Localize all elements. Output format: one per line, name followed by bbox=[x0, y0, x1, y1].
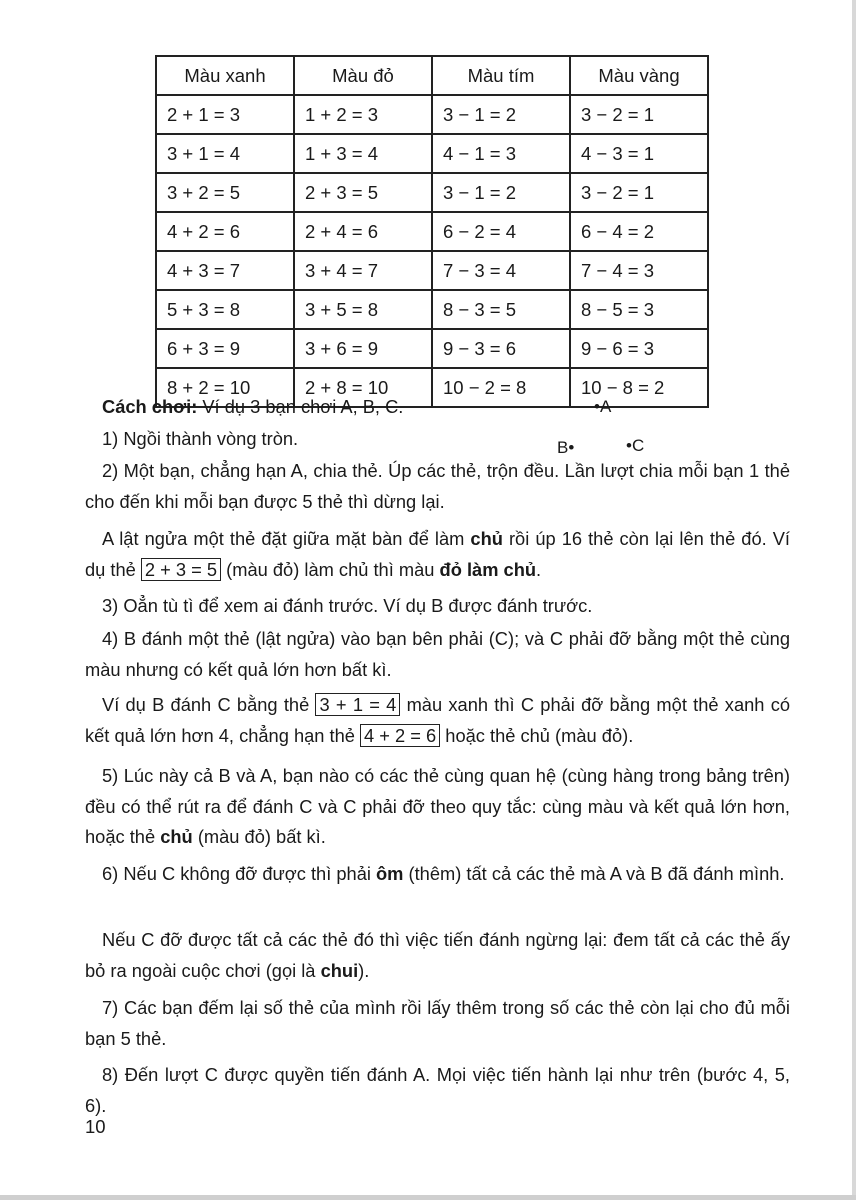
column-header: Màu vàng bbox=[570, 56, 708, 95]
table-cell: 4 + 3 = 7 bbox=[156, 251, 294, 290]
paragraph bbox=[85, 761, 790, 853]
table-cell: 4 + 2 = 6 bbox=[156, 212, 294, 251]
table-cell: 8 + 2 = 10 bbox=[156, 368, 294, 407]
table-cell: 7 − 4 = 3 bbox=[570, 251, 708, 290]
text-run: 4) B đánh một thẻ (lật ngửa) vào bạn bên phải (C); và C phải đỡ bằng một thẻ cùng màu nhưng có kết quả lớn hơn bất kì. bbox=[85, 628, 790, 680]
text-run: 8) Đến lượt C được quyền tiến đánh A. Mọi việc tiến hành lại như trên (bước 4, 5, 6). bbox=[85, 1064, 790, 1116]
table-cell: 3 − 1 = 2 bbox=[432, 95, 570, 134]
text-run: 2) Một bạn, chẳng hạn A, chia thẻ. Úp các thẻ, trộn đều. Lần lượt chia mỗi bạn 1 thẻ cho đến khi mỗi bạn được 5 thẻ thì dừng lại. bbox=[85, 460, 790, 512]
text-run: 5) Lúc này cả B và A, bạn nào có các thẻ cùng quan hệ (cùng hàng trong bảng trên) đều có thể rút ra để đánh C và C phải đỡ theo quy tắc: cùng màu và kết quả lớn hơn, hoặc thẻ bbox=[85, 765, 790, 847]
column-header: Màu tím bbox=[432, 56, 570, 95]
bold-text: ôm bbox=[376, 863, 404, 884]
page-number: 10 bbox=[85, 1116, 106, 1137]
scan-edge-bottom bbox=[0, 1195, 856, 1200]
text-run: màu xanh thì C phải đỡ bằng một thẻ xanh có kết quả lớn hơn 4, chẳng hạn thẻ bbox=[85, 694, 790, 746]
bold-text: đỏ làm chủ bbox=[439, 558, 537, 580]
text-run: 7) Các bạn đếm lại số thẻ của mình rồi lấy thêm trong số các thẻ còn lại cho đủ mỗi bạn 5 thẻ. bbox=[85, 997, 790, 1049]
table-cell: 3 − 2 = 1 bbox=[570, 173, 708, 212]
table-cell: 3 + 1 = 4 bbox=[156, 134, 294, 173]
table-cell: 4 − 1 = 3 bbox=[432, 134, 570, 173]
table-cell: 2 + 3 = 5 bbox=[294, 173, 432, 212]
table-cell: 2 + 4 = 6 bbox=[294, 212, 432, 251]
paragraph bbox=[85, 1060, 790, 1121]
card-example-box: 3 + 1 = 4 bbox=[315, 693, 400, 716]
text-run: hoặc thẻ chủ (màu đỏ). bbox=[440, 724, 634, 746]
table-cell: 2 + 1 = 3 bbox=[156, 95, 294, 134]
scan-edge-right bbox=[852, 0, 856, 1200]
table-cell: 5 + 3 = 8 bbox=[156, 290, 294, 329]
bold-text: Cách chơi: bbox=[102, 396, 198, 417]
table-cell: 2 + 8 = 10 bbox=[294, 368, 432, 407]
paragraph bbox=[85, 925, 790, 986]
column-header: Màu xanh bbox=[156, 56, 294, 95]
table-header-row bbox=[156, 56, 708, 95]
text-run: ). bbox=[358, 959, 370, 981]
paragraph bbox=[85, 690, 790, 751]
text-run: (màu đỏ) làm chủ thì màu bbox=[221, 558, 440, 580]
table-cell: 3 − 2 = 1 bbox=[570, 95, 708, 134]
text-run: (thêm) tất cả các thẻ mà A và B đã đánh mình. bbox=[403, 863, 785, 884]
table-row bbox=[156, 251, 708, 290]
player-b-marker: B• bbox=[557, 438, 575, 457]
paragraph bbox=[85, 993, 790, 1054]
table-cell: 3 + 5 = 8 bbox=[294, 290, 432, 329]
paragraph bbox=[85, 624, 790, 685]
table-cell: 3 + 6 = 9 bbox=[294, 329, 432, 368]
table-cell: 4 − 3 = 1 bbox=[570, 134, 708, 173]
card-table bbox=[155, 55, 709, 408]
table-cell: 3 + 4 = 7 bbox=[294, 251, 432, 290]
table-cell: 8 − 3 = 5 bbox=[432, 290, 570, 329]
text-run: A lật ngửa một thẻ đặt giữa mặt bàn để làm bbox=[102, 528, 471, 549]
text-run: Ví dụ B đánh C bằng thẻ bbox=[102, 694, 316, 715]
column-header: Màu đỏ bbox=[294, 56, 432, 95]
text-run: 1) Ngồi thành vòng tròn. bbox=[102, 428, 299, 449]
bold-text: chủ bbox=[160, 826, 193, 847]
paragraph bbox=[85, 392, 790, 423]
table-cell: 10 − 8 = 2 bbox=[570, 368, 708, 407]
table-cell: 7 − 3 = 4 bbox=[432, 251, 570, 290]
table-cell: 9 − 3 = 6 bbox=[432, 329, 570, 368]
text-run: Nếu C đỡ được tất cả các thẻ đó thì việc tiến đánh ngừng lại: đem tất cả các thẻ ấy bỏ ra ngoài cuộc chơi (gọi là bbox=[85, 929, 790, 981]
paragraph bbox=[85, 524, 790, 585]
table-cell: 6 − 4 = 2 bbox=[570, 212, 708, 251]
table-cell: 6 − 2 = 4 bbox=[432, 212, 570, 251]
bold-text: chủ bbox=[470, 528, 503, 549]
paragraph bbox=[85, 456, 790, 517]
table-cell: 6 + 3 = 9 bbox=[156, 329, 294, 368]
table-cell: 1 + 2 = 3 bbox=[294, 95, 432, 134]
table-cell: 10 − 2 = 8 bbox=[432, 368, 570, 407]
table-row bbox=[156, 95, 708, 134]
text-run: 3) Oẳn tù tì để xem ai đánh trước. Ví dụ B được đánh trước. bbox=[102, 595, 593, 616]
paragraph bbox=[85, 859, 790, 890]
table-row bbox=[156, 290, 708, 329]
paragraph bbox=[85, 424, 790, 455]
card-example-box: 2 + 3 = 5 bbox=[141, 558, 221, 581]
table-cell: 3 − 1 = 2 bbox=[432, 173, 570, 212]
table-cell: 1 + 3 = 4 bbox=[294, 134, 432, 173]
text-run: 6) Nếu C không đỡ được thì phải bbox=[102, 863, 377, 884]
table-row bbox=[156, 134, 708, 173]
text-run: Ví dụ 3 bạn chơi A, B, C. bbox=[197, 396, 404, 417]
bold-text: chui bbox=[320, 959, 359, 981]
table-cell: 8 − 5 = 3 bbox=[570, 290, 708, 329]
table-row bbox=[156, 173, 708, 212]
text-run: rồi úp 16 thẻ còn lại lên thẻ đó. Ví dụ thẻ bbox=[85, 528, 791, 580]
player-a-marker: •A bbox=[594, 397, 612, 416]
card-example-box: 4 + 2 = 6 bbox=[360, 724, 440, 747]
paragraph bbox=[85, 591, 790, 622]
table-cell: 9 − 6 = 3 bbox=[570, 329, 708, 368]
table-row bbox=[156, 212, 708, 251]
player-c-marker: •C bbox=[626, 436, 645, 455]
table-row bbox=[156, 329, 708, 368]
table-cell: 3 + 2 = 5 bbox=[156, 173, 294, 212]
text-run: (màu đỏ) bất kì. bbox=[192, 826, 326, 847]
text-run: . bbox=[536, 558, 542, 580]
